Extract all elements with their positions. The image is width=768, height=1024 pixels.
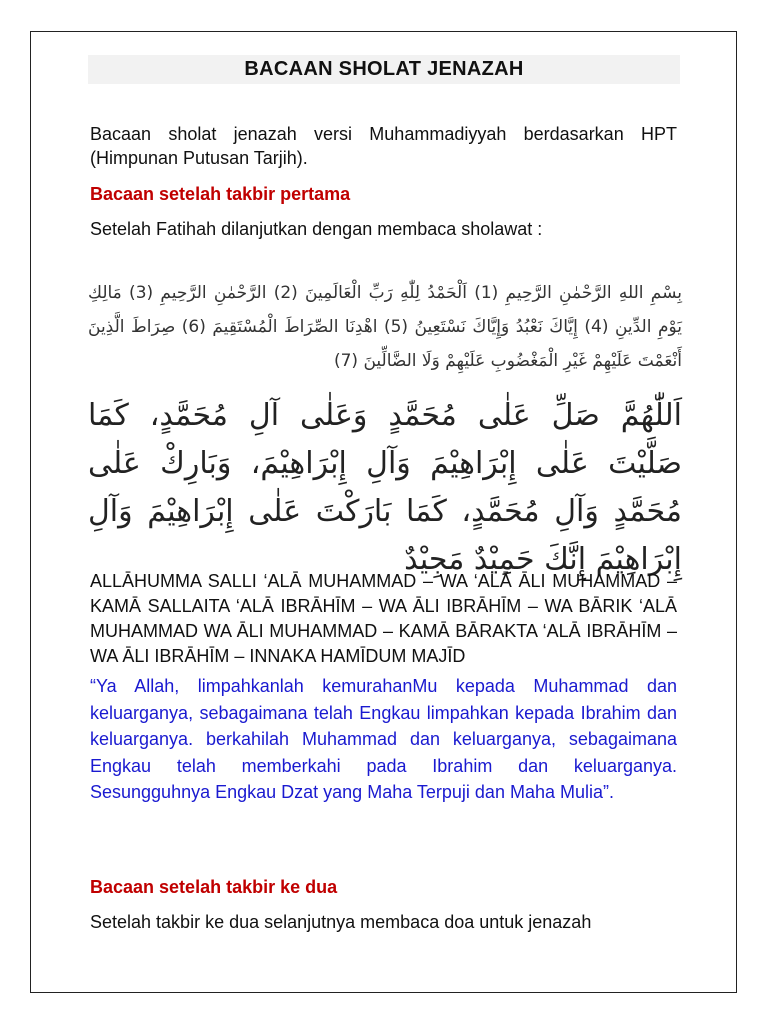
sholawat-arabic-text: اَللّٰهُمَّ صَلِّ عَلٰى مُحَمَّدٍ وَعَلٰى آلِ مُحَمَّدٍ، كَمَا صَلَّيْتَ عَلٰى إِبْرَاهِيْمَ وَآلِ إِبْرَاهِيْمَ، وَبَارِكْ عَلٰى مُحَمَّدٍ وَآلِ مُحَمَّدٍ، كَمَا بَارَكْتَ عَلٰى إِبْرَاهِيْمَ وَآلِ إِبْرَاهِيْمَ إِنَّكَ حَمِيْدٌ مَجِيْدٌ xyxy=(88,398,682,577)
translation-block xyxy=(90,673,677,806)
section2-instruction: Setelah takbir ke dua selanjutnya membaca doa untuk jenazah xyxy=(90,912,592,932)
section1-heading-block xyxy=(90,182,677,206)
page-title: BACAAN SHOLAT JENAZAH xyxy=(244,58,524,80)
section1-heading: Bacaan setelah takbir pertama xyxy=(90,184,351,204)
fatihah-arabic-text: بِسْمِ اللهِ الرَّحْمٰنِ الرَّحِيمِ (1) اَلْحَمْدُ لِلّٰهِ رَبِّ الْعَالَمِينَ (2) الرَّحْمٰنِ الرَّحِيمِ (3) مَالِكِ يَوْمِ الدِّينِ (4) إِيَّاكَ نَعْبُدُ وَإِيَّاكَ نَسْتَعِينُ (5) اهْدِنَا الصِّرَاطَ الْمُسْتَقِيمَ (6) صِرَاطَ الَّذِينَ أَنْعَمْتَ عَلَيْهِمْ غَيْرِ الْمَغْضُوبِ عَلَيْهِمْ وَلَا الضَّالِّينَ (7) xyxy=(88,283,682,371)
translation-text: “Ya Allah, limpahkanlah kemurahanMu kepada Muhammad dan keluarganya, sebagaimana telah Engkau limpahkan kepada Ibrahim dan keluarganya. berkahilah Muhammad dan keluarganya, sebagaimana Engkau telah memberkahi pada Ibrahim dan keluarganya. Sesungguhnya Engkau Dzat yang Maha Terpuji dan Maha Mulia”. xyxy=(90,676,677,802)
fatihah-block xyxy=(88,276,682,378)
section2-heading-block xyxy=(90,875,677,899)
transliteration-text: ALLĀHUMMA SALLI ‘ALĀ MUHAMMAD – WA ‘ALĀ ĀLI MUHAMMAD – KAMĀ SALLAITA ‘ALĀ IBRĀHĪM – WA ĀLI IBRĀHĪM – WA BĀRIK ‘ALĀ MUHAMMAD WA ĀLI MUHAMMAD – KAMĀ BĀRAKTA ‘ALĀ IBRĀHĪM – WA ĀLI IBRĀHĪM – INNAKA HAMĪDUM MAJĪD xyxy=(90,571,677,666)
transliteration-block xyxy=(90,569,677,669)
intro-block xyxy=(90,122,677,170)
section1-instruction-block xyxy=(90,217,677,241)
section2-heading: Bacaan setelah takbir ke dua xyxy=(90,877,338,897)
sholawat-block xyxy=(88,392,682,584)
title-bar xyxy=(88,55,680,84)
intro-paragraph: Bacaan sholat jenazah versi Muhammadiyyah berdasarkan HPT (Himpunan Putusan Tarjih). xyxy=(90,124,677,168)
section1-instruction: Setelah Fatihah dilanjutkan dengan membaca sholawat : xyxy=(90,219,543,239)
section2-instruction-block xyxy=(90,910,677,934)
